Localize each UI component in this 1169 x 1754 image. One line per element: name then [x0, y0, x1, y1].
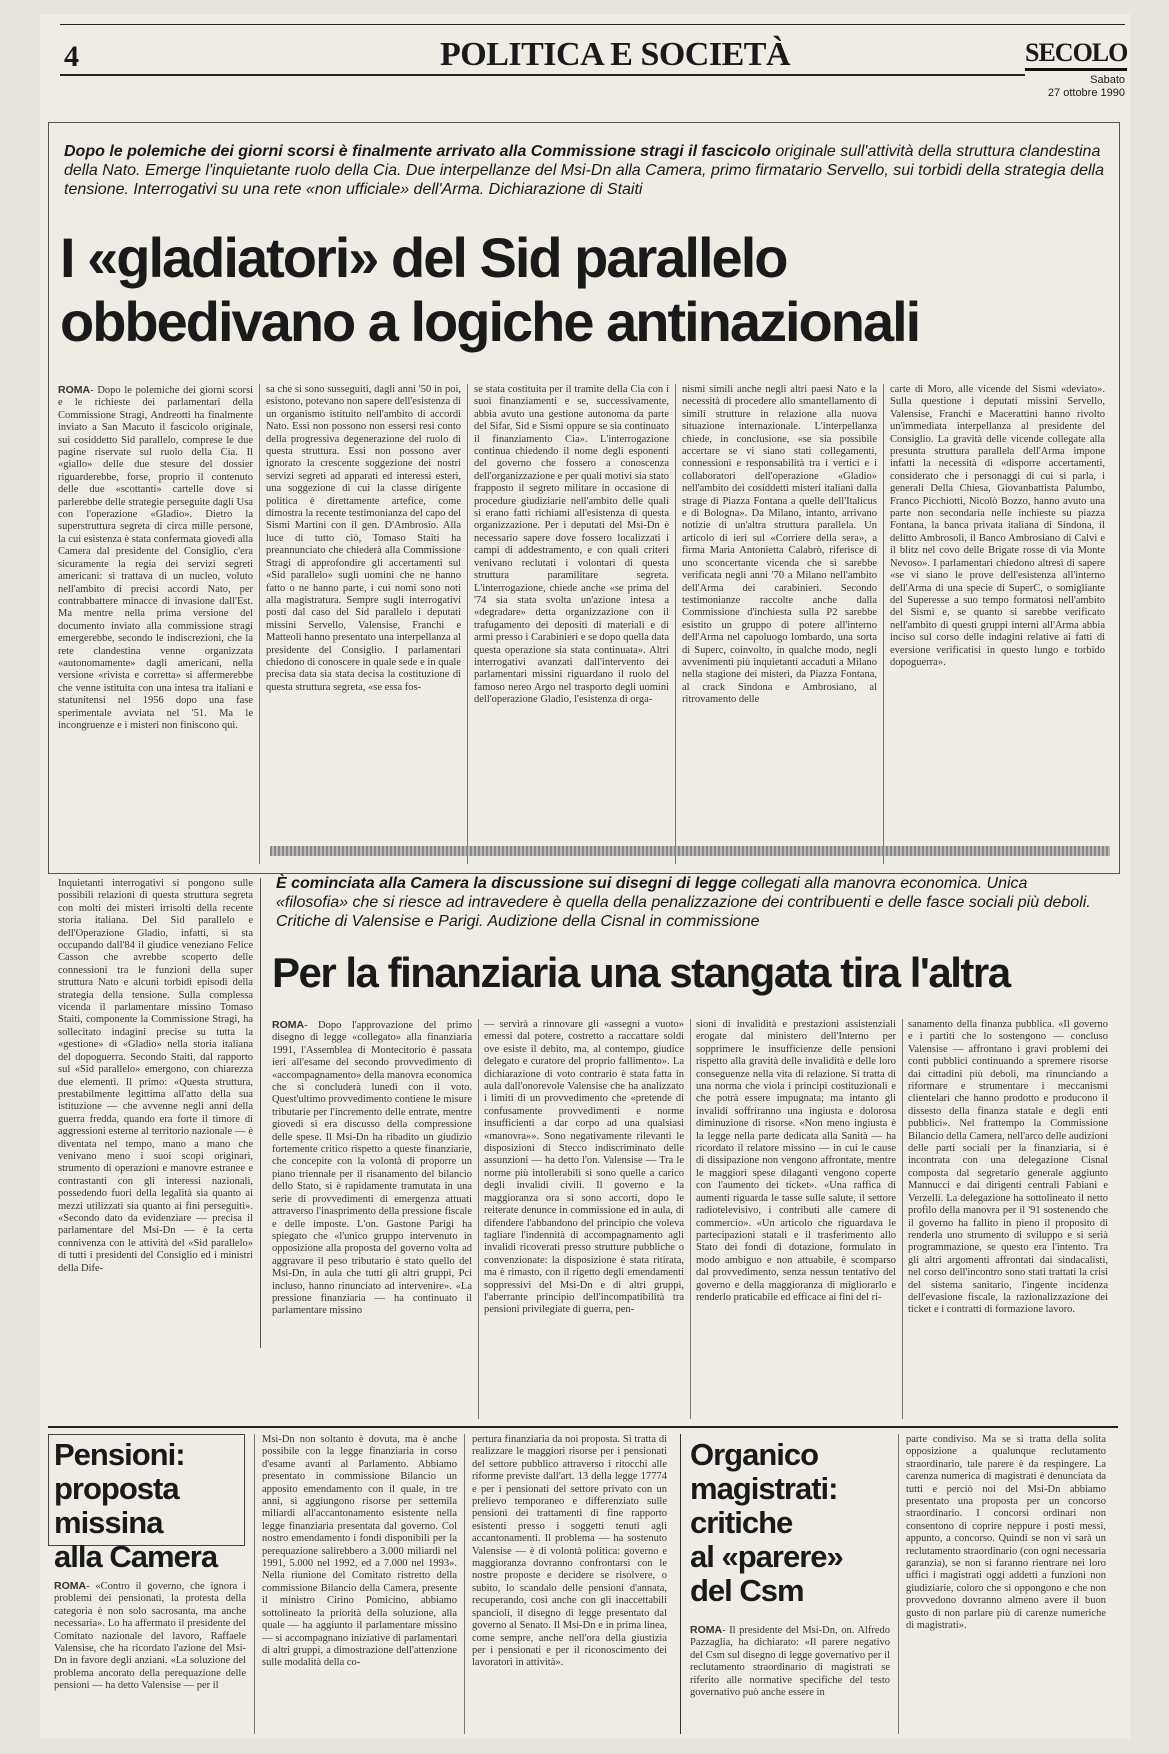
page-number: 4 — [64, 40, 79, 73]
article-gladio-kicker — [64, 142, 1104, 199]
article-magistrati-headline — [690, 1438, 890, 1608]
column-divider — [260, 878, 261, 1348]
newspaper-page — [40, 14, 1130, 1739]
issue-date-text: 27 ottobre 1990 — [1047, 87, 1125, 99]
dateline: ROMA — [690, 1624, 723, 1636]
kicker-rest: originale sull'attività della struttura clandestina della Nato. Emerge l'inquietante ruolo della Cia. Due interpellanze del Msi-Dn alla Camera, primo firmatario Servello, sui torbidi della strategia della tensione. Interrogativi su una rete «non ufficiale» dell'Arma. Dichiarazione di Staiti — [64, 143, 1105, 198]
column-divider — [467, 384, 468, 864]
article-separator — [680, 1434, 681, 1734]
article-finanziaria-column-2: — servirà a rinnovare gli «assegni a vuoto» emessi dal potere, costretto a raccattare soldi ove esiste il debito, ma, al contempo, giudice delegato e curatore del proprio fallimento». La dichiarazione di voto contrario è stata fatta in aula dall'onorevole Valensise che ha analizzato i limiti di un provvedimento che «pretende di confusamente provvedimenti e norme insufficienti a dar corpo ad una qualsiasi «manovra»». Sono negativamente rilevanti le disposizioni di Stecco indiscriminato delle assunzioni — ha detto l'on. Valensise — Tra le norme più intollerabili si sono quelle a carico degli invalidi civili. Il governo e la maggioranza ora si sono accorti, dopo le reiterate denunce in commissione ed in aula, di difendere l'abbandono del principio che voleva tagliare l'indennità di accompagnamento agli invalidi ricoverati presso strutture pubbliche o convenzionate: la disposizione è stata ritirata, ma è rimasto, con il rigetto degli emendamenti soppressivi del Msi-Dn e di altri gruppi, l'aberrante principio dell'incompatibilità tra pensioni privilegiate di guerra, pen- — [484, 1019, 684, 1316]
headline-line: alla Camera — [54, 1539, 218, 1574]
article-gladio-column-5: carte di Moro, alle vicende del Sismi «deviato». Sulla questione i deputati missini Servello, Valensise, Franchi e Macerattini hanno rivolto un'immediata interpellanza al presidente del Consiglio. La gravità delle vicende collegate alla presunta struttura parallela dell'Arma impone infatti la necessità di «disporre accertamenti, considerato che i personaggi di cui si parla, i generali Della Chiesa, Giovanbattista Palumbo, Franco Picchiotti, Nicolò Bozzo, hanno avuto una parte non secondaria nelle inchieste su piazza Fontana, la banca privata italiana di Sindona, il delitto Ambrosoli, il Banco Ambrosiano di Calvi e il blitz nel covo delle Brigate rosse di via Monte Nevoso». I parlamentari chiedono altresì di sapere «se vi siano le prove dell'esistenza all'interno dell'Arma di una specie di SuperC, o somigliante del Superesse a suo tempo formatosi nell'ambito del Sismi e, se quanto si sarebbe verificato nell'ambito di questi gruppi interni all'Arma abbia inciso sul corso delle indagini relative ai fatti di eversione verificatisi in questo lungo e torbido dopoguerra». — [890, 384, 1105, 668]
article-gladio-continuation: Inquietanti interrogativi si pongono sulle possibili relazioni di questa struttura segreta con molti dei misteri irrisolti della recente storia italiana. Del Sid parallelo e dell'Operazione Gladio, infatti, si sta occupando dall'84 il giudice veneziano Felice Casson che avrebbe scoperto delle connessioni tra le funzioni della super struttura Nato e alcuni torbidi episodi della strategia della tensione. Sulla complessa vicenda il parlamentare missino Tomaso Staiti, componente la Commissione Stragi, ha sollecitato indagini precise su tutta la «gestione» di «Gladio» nella storia italiana del dopoguerra. Secondo Staiti, dal rapporto sul «Sid parallelo» emergono, con chiarezza due elementi. Il primo: «Questa struttura, prestabilmente legittima all'atto della sua istituzione — che avvenne negli anni della guerra fredda, quando era forte il timore di aggressioni esterne al territorio nazionale — è diventata nel tempo, mano a mano che venivano meno i suoi scopi originari, strumento di operazioni e manovre estranee e contrastanti con gli interessi nazionali, possedendo fuori della legalità sia quanto ai mezzi utilizzati sia quanto ai fini perseguiti». «Secondo dato da evidenziare — precisa il parlamentare del Msi-Dn — è la certa connivenza con le attività del «Sid parallelo» di tutti i presidenti del Consiglio ed i ministri della Dife- — [58, 878, 253, 1274]
section-title: POLITICA E SOCIETÀ — [440, 36, 790, 73]
headline-line: magistrati: — [690, 1471, 838, 1506]
dateline: ROMA — [272, 1019, 305, 1031]
dateline: ROMA — [54, 1580, 87, 1592]
article-gladio-column-2: sa che si sono susseguiti, dagli anni '50 in poi, esistono, potevano non sapere dell'esistenza di un organismo istituito nell'ambito di accordi Nato. Essi non possono non essersi resi conto della progressiva degenerazione del ruolo di questa struttura. Essi non possono aver ignorato la crescente soggezione dei nostri servizi segreti ad apparati ed interessi esteri, una soggezione di cui la classe dirigente politica è direttamente artefice, come dimostra la recente testimonianza del capo del Sismi Martini con il gen. D'Ambrosio. Alla luce di tutto ciò, Tomaso Staiti ha preannunciato che chiederà alla Commissione Stragi di approfondire gli accertamenti sul «Sid parallelo» sugli uomini che ne hanno fatto o ne hanno parte, i cui nomi sono noti alla magistratura. Sempre sugli interrogativi posti dal caso del Sid parallelo i deputati missini Servello, Valensise, Franchi e Matteoli hanno presentato una interpellanza al presidente del Consiglio. I parlamentari chiedono di conoscere in quale sede e in quale precisa data sia stata decisa la costituzione di questa struttura segreta, «se essa fos- — [266, 384, 461, 693]
headline-line: al «parere» — [690, 1539, 843, 1574]
newspaper-logo: SECOLO — [1025, 38, 1127, 71]
column-text: - Dopo l'approvazione del primo disegno di legge «collegato» alla finanziaria 1991, l'Assemblea di Montecitorio è passata ieri all'esame del secondo provvedimento di «accompagnamento» della manovra economica che si concluderà lunedì con il voto. Quest'ultimo provvedimento contiene le misure tributarie per l'incremento delle entrate, mentre giovedì si era discusso della compressione delle spese. Il Msi-Dn ha ribadito un giudizio fortemente critico rispetto a queste finanziarie, che concepite con la volontà di proporre un piano triennale per il risanamento del bilancio dello Stato, si è rapidamente tramutata in una serie di provvedimenti di emergenza attuati attraverso l'inasprimento della pressione fiscale e delle imposte. L'on. Gastone Parigi ha spiegato che «l'unico gruppo intervenuto in opposizione alla proposta del governo volta ad aggravare il peso tributario è stato quello del Msi-Dn, in aula che tutti gli altri gruppi, Pci incluso, hanno rinunciato ad intervenire». «La pressione finanziaria — ha continuato il parlamentare missino — [272, 1020, 472, 1317]
article-pensioni-column-3: pertura finanziaria da noi proposta. Si tratta di realizzare le maggiori risorse per i pensionati del settore pubblico attraverso i ritocchi alle riforme previste dall'art. 13 della legge 17774 e per i pensionati del settore privato con un prelievo temporaneo e differenziato sulle pensioni dei trattamenti di fine rapporto esistenti presso i soggetti tenuti agli accantonamenti. Il problema — ha sostenuto Valensise — è di volontà politica: governo e maggioranza dovranno confrontarsi con le nostre proposte e decidere se risolvere, o subito, lo scandalo delle pensioni d'annata, recuperando, così anche con gli inaccettabili spancioli, il disegno di legge presentato dal governo al Senato. Il Msi-Dn e in prima linea, come sempre, anche nell'ora della giustizia per i pensionati e per il riconoscimento dei lavoratori in attività». — [472, 1434, 667, 1669]
kicker-bold: È cominciata alla Camera la discussione sui disegni di legge — [276, 875, 737, 892]
column-divider — [254, 1434, 255, 1734]
article-gladio-column-3: se stata costituita per il tramite della Cia con i suoi finanziamenti e se, successivamente, abbia avuto una gestione autonoma da parte del Sifar, Sid e Sismi oppure se sia continuato il finanziamento Cia». L'interrogazione continua chiedendo il nome degli esponenti del governo che fossero a conoscenza dell'organizzazione e per quali motivi sia stato frapposto il segreto militare in occasione di procedure giudiziarie nell'ambito delle quali si erano fatti richiami all'esistenza di questa organizzazione. Per i deputati del Msi-Dn è necessario sapere dove fossero localizzati i campi di addestramento, e con quali criteri venivano reclutati i volontari di questa struttura paramilitare segreta. L'interrogazione, chiede anche «se prima del '74 sia stata svolta un'azione intesa a «degradare» detta organizzazione con il trafugamento dei depositi di materiali e di armi presso i Carabinieri e se dopo quella data questa operazione sia stata continuata». Altri interrogativi avanzati dall'intervento dei parlamentari missini riguardano il ruolo del famoso nereo Argo nel trasporto degli uomini dell'operazione Gladio, l'esistenza di orga- — [474, 384, 669, 706]
issue-date — [1040, 74, 1125, 100]
article-finanziaria-column-4: sanamento della finanza pubblica. «Il governo e i partiti che lo sostengono — concluso Valensise — affrontano i gravi problemi dei conti pubblici continuando a spremere risorse dai cittadini più deboli, ma rinunciando a riformare e strumentare i meccanismi clientelari che hanno prodotto e producono il dissesto della finanza statale e degli enti pubblici». Nel frattempo la Commissione Bilancio della Camera, nell'arco delle audizioni delle parti sociali per la finanziaria, si è incontrata con una delegazione Cisnal composta dal segretario generale aggiunto Mannucci e dai dirigenti centrali Fabiani e Verzelli. La delegazione ha sottolineato il netto profilo della manovra per il '91 sostenendo che il governo ha fallito in pieno il proposito di renderla uno strumento di sviluppo e si serià programmazione, se questo era l'intento. Tra gli altri argomenti affrontati dai sindacalisti, nel corso dell'incontro sono stati trattati la crisi del sistema sanitario, l'ingente incidenza dell'evasione fiscale, la razionalizzazione dei ticket e i contratti di formazione lavoro. — [908, 1019, 1108, 1316]
article-finanziaria-kicker — [276, 874, 1096, 931]
column-text: - Il presidente del Msi-Dn, on. Alfredo Pazzaglia, ha dichiarato: «Il parere negativo del Csm sul disegno di legge governativo per il reclutamento straordinario di magistrati se riferito alle normative specifiche del testo governativo può anche essere in — [690, 1625, 890, 1699]
article-gladio-headline — [60, 226, 1110, 354]
headline-line: proposta — [54, 1471, 179, 1506]
column-text: - «Contro il governo, che ignora i problemi dei pensionati, la protesta della categoria è non solo sacrosanta, ma anche necessaria». Lo ha affermato il presidente del Comitato nazionale del lavoro, Raffaele Valensise, che ha ricordato l'azione del Msi-Dn in favore degli anziani. «La soluzione del problema ancorato della perequazione delle pensioni — ha detto Valensise — per il — [54, 1581, 246, 1692]
issue-day: Sabato — [1090, 74, 1125, 86]
article-pensioni-column-2: Msi-Dn non soltanto è dovuta, ma è anche possibile con la legge finanziaria in corso d'esame avanti al Parlamento. Abbiamo presentato in commissione Bilancio un apposito emendamento con il quale, in tre anni, si aggiungono risorse per settemila miliardi all'accantonamento esistente nella legge finanziaria presentata dal governo. Col nostro emendamento i fondi disponibili per la perequazione salirebbero a 3.000 miliardi nel 1991, 5.000 nel 1992, ed a 7.000 nel 1993». Nella riunione del Comitato ristretto della commissione Bilancio della Camera, presente il ministro Cirino Pomicino, abbiamo sottolineato la priorità della soluzione, alla quale — ha aggiunto il parlamentare missino — si accompagnano iniziative di parlamentari di altri gruppi, a dimostrazione dell'attenzione sulle modalità della co- — [262, 1434, 457, 1669]
headline-line-1: I «gladiatori» del Sid parallelo — [60, 226, 787, 289]
header-rule — [60, 74, 1025, 76]
column-text: - Dopo le polemiche dei giorni scorsi e le richieste dei parlamentari della Commissione Stragi, Andreotti ha finalmente inviato a San Macuto il fascicolo originale, sui cosiddetto Sid parallelo, comprese le due pagine riservate sul ruolo della Cia. Il «giallo» delle due stesure del dossier riguarderebbe, forse, proprio il contenuto delle due «scottanti» cartelle dove si parlerebbe delle strategie perseguite dagli Usa con l'operazione «Gladio». Dietro la superstruttura segreta di circa mille persone, la cui esistenza è stata confermata giovedì alla Camera dal presidente del Consiglio, c'era sicuramente la regia dei servizi segreti americani: si trattava di un nucleo, voluto nell'ambito di precisi accordi Nato, per contrabbattere minacce di invasione dall'Est. Ma mentre nella prima versione del documento inviato alla commissione stragi emergerebbe, secondo le indiscrezioni, che la rete clandestina venne organizzata «autonomamente» dagli americani, nella versione «rivista e corretta» si affermerebbe che venne istituita con una intesa tra italiani e statunitensi nel 1956 dopo una fase sperimentale avviata nel '51. Ma le incongruenze e i misteri non finiscono qui. — [58, 385, 253, 731]
headline-line-2: obbedivano a logiche antinazionali — [60, 290, 920, 353]
dateline: ROMA — [58, 384, 91, 396]
article-pensioni-headline — [54, 1438, 244, 1574]
headline-line: del Csm — [690, 1573, 804, 1608]
column-divider — [478, 1019, 479, 1419]
column-divider — [898, 1434, 899, 1734]
headline-line: critiche — [690, 1505, 793, 1540]
column-divider — [902, 1019, 903, 1419]
article-magistrati-column-1 — [690, 1624, 890, 1734]
top-rule — [60, 24, 1125, 25]
column-divider — [675, 384, 676, 864]
separator-bar — [270, 846, 1110, 856]
column-divider — [690, 1019, 691, 1419]
headline-line: Organico — [690, 1437, 819, 1472]
article-gladio-column-4: nismi simili anche negli altri paesi Nato e la necessità di procedere allo smantellamento di simili strutture in relazione alla nuova situazione internazionale. L'interpellanza chiede, in conclusione, «se sia possibile accertare se vi siano stati collegamenti, connessioni e responsabilità tra i vertici e i collaboratori dell'operazione «Gladio» nell'ambito dei cosiddetti misteri italiani dalla strage di Piazza Fontana a quelle dell'Italicus e di Bologna». Da Milano, intanto, arrivano notizie di un'altra struttura parallela. Un articolo di ieri sul «Corriere della sera», a firma Maria Antonietta Calabrò, riferisce di uno sconcertante vicenda che si sarebbe verificata negli anni '70 a Milano nell'ambito dell'Arma dei carabinieri. Secondo testimonianze raccolte anche dalla Commissione d'inchiesta sulla P2 sarebbe esistito un gruppo di potere all'interno dell'Arma nel capoluogo lombardo, una sorta di Superc, coinvolto, in qualche modo, negli avvenimenti più inquietanti accaduti a Milano nella stagione dei misteri, da Piazza Fontana, al crack Sindona e Ambrosiano, al ritrovamento delle — [682, 384, 877, 706]
kicker-rest: collegati alla manovra economica. Unica «filosofia» che si riesce ad intravedere è quella della penalizzazione dei contribuenti e delle fasce sociali più deboli. Critiche di Valensise e Parigi. Audizione della Cisnal in commissione — [276, 875, 1091, 930]
article-pensioni-column-1 — [54, 1580, 246, 1730]
column-divider — [883, 384, 884, 864]
headline-line: missina — [54, 1505, 163, 1540]
headline-line: Pensioni: — [54, 1437, 185, 1472]
column-divider — [259, 384, 260, 864]
article-finanziaria-column-3: sioni di invalidità e prestazioni assistenziali erogate dal ministero dell'Interno per sopprimere le insufficienze delle pensioni rispetto alla gravità delle invalidità e delle loro conseguenze nella vita di relazione. Si tratta di una norma che viola i principi costituzionali e che potrà essere impugnata; ma intanto gli invalidi soffriranno una ingiusta e dolorosa diminuzione di risorse. «Non meno ingiusta è la legge nella parte dedicata alla Sanità — ha ricordato il relatore missino — in cui le cause di dissipazione non vengono affrontate, mentre le maggiori spese dilaganti vengono coperte con l'aumento dei ticket». «Una raffica di aumenti riguarda le tasse sulle salute, il settore radiotelevisivo, i contributi alle camere di commercio». «Un articolo che riguardava le partecipazioni statali e il trasferimento allo Stato dei fondi di dotazione, formulato in modo ambiguo e non attuabile, è scomparso dal provvedimento, senza nessun tentativo del governo e della maggioranza di migliorarlo e renderlo praticabile ed efficace ai fini del ri- — [696, 1019, 896, 1303]
column-divider — [464, 1434, 465, 1734]
bottom-section-rule — [48, 1426, 1118, 1428]
article-finanziaria-headline: Per la finanziaria una stangata tira l'altra — [272, 949, 1010, 996]
article-finanziaria-column-1 — [272, 1019, 472, 1419]
article-magistrati-column-2: parte condiviso. Ma se si tratta della solita opposizione a qualunque reclutamento straordinario, tale parere è da respingere. La carenza numerica di magistrati è denunciata da tutti e perciò noi del Msi-Dn abbiamo presentato una proposta per un concorso straordinario. I concorsi ordinari non consentono di coprire neppure i posti messi, appunto, a concorso. Quindi se non vi sarà un reclutamento straordinario (con ogni necessaria garanzia), se non si faranno rientrare nei loro uffici i magistrati oggi addetti a funzioni non giudiziarie, coloro che si oppongono e che non provvedono dovranno almeno avere il buon gusto di non parlare più di carenze numeriche di magistrati». — [906, 1434, 1106, 1632]
kicker-bold: Dopo le polemiche dei giorni scorsi è finalmente arrivato alla Commissione stragi il fascicolo — [64, 143, 771, 160]
article-gladio-column-1 — [58, 384, 253, 864]
